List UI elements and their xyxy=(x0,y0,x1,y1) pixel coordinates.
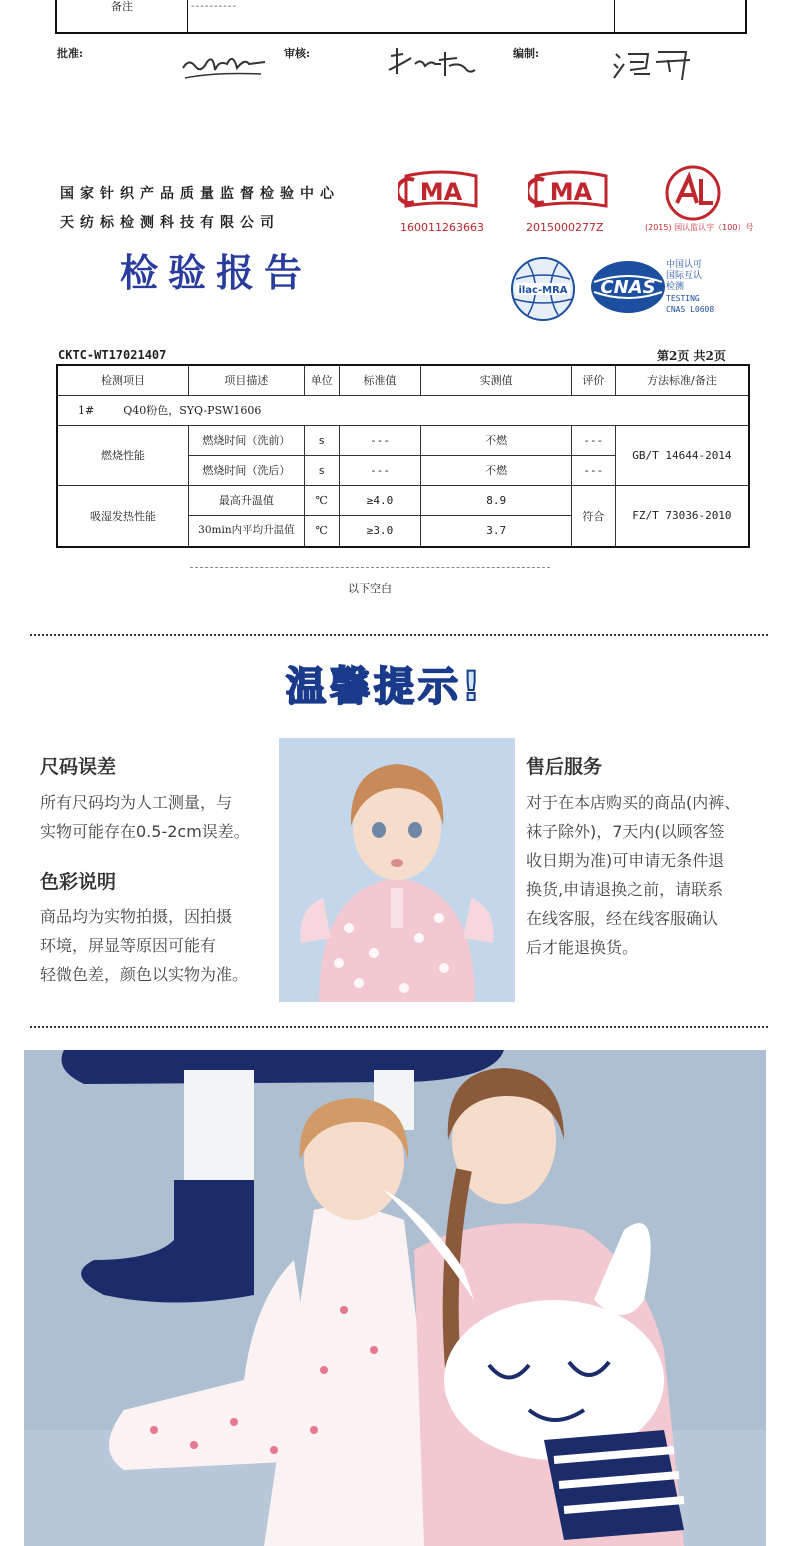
size-heading: 尺码误差 xyxy=(40,756,117,778)
prepare-signature xyxy=(610,40,695,88)
org-name-1: 国家针织产品质量监督检验中心 xyxy=(60,186,340,202)
header-value: 实测值 xyxy=(421,365,572,395)
size-text xyxy=(40,788,250,846)
report-code: CKTC-WT17021407 xyxy=(58,348,167,362)
heat-method: FZ/T 73036-2010 xyxy=(615,485,749,547)
header-unit: 单位 xyxy=(304,365,339,395)
service-line-3: 收日期为准)可申请无条件退 xyxy=(526,851,725,870)
header-desc: 项目描述 xyxy=(189,365,305,395)
color-heading: 色彩说明 xyxy=(40,871,117,893)
service-line-2: 袜子除外)，7天内(以顾客签 xyxy=(526,822,725,841)
cnas-cn-3: 检测 xyxy=(666,282,685,292)
heat-desc-2: 30min内平均升温值 xyxy=(189,515,305,547)
heat-std-1: ≥4.0 xyxy=(339,485,421,515)
cma-logo-1 xyxy=(398,170,484,220)
end-divider xyxy=(190,567,550,568)
size-line-2: 实物可能存在0.5-2cm误差。 xyxy=(40,822,250,841)
dotted-divider-2 xyxy=(30,1026,768,1028)
page-indicator: 第2页 共2页 xyxy=(657,349,726,363)
report-table xyxy=(56,364,750,548)
approve-signature xyxy=(175,40,275,88)
color-line-2: 环境，屏显等原因可能有 xyxy=(40,936,217,955)
tips-title: 温馨提示! xyxy=(286,664,485,710)
burn-unit-2: s xyxy=(304,455,339,485)
cnas-en-1: TESTING xyxy=(666,294,700,303)
burn-std-1: --- xyxy=(339,425,421,455)
service-line-4: 换货,申请退换之前，请联系 xyxy=(526,880,724,899)
report-title: 检验报告 xyxy=(120,250,313,295)
cnas-cn-2: 国际互认 xyxy=(666,271,703,281)
header-item: 检测项目 xyxy=(57,365,189,395)
sample-row xyxy=(57,395,749,425)
burn-value-1: 不燃 xyxy=(421,425,572,455)
color-text xyxy=(40,902,248,989)
cnas-cn-1: 中国认可 xyxy=(666,260,703,270)
cma-number-1: 160011263663 xyxy=(400,221,484,234)
sample-no: 1# xyxy=(78,404,95,417)
service-text xyxy=(526,788,740,962)
svg-text:MA: MA xyxy=(549,178,593,206)
color-line-3: 轻微色差，颜色以实物为准。 xyxy=(40,965,249,984)
org-name-2: 天纺标检测科技有限公司 xyxy=(60,215,280,231)
heat-item: 吸湿发热性能 xyxy=(57,485,189,547)
remark-value: ---------- xyxy=(191,1,238,12)
cal-logo xyxy=(655,163,731,223)
review-signature xyxy=(385,40,480,88)
header-method: 方法标准/备注 xyxy=(615,365,749,395)
burn-std-2: --- xyxy=(339,455,421,485)
child-photo xyxy=(279,738,515,1002)
cnas-logo xyxy=(588,258,668,316)
heat-value-1: 8.9 xyxy=(421,485,572,515)
burn-eval-1: --- xyxy=(571,425,615,455)
burn-eval-2: --- xyxy=(571,455,615,485)
sample-cell xyxy=(57,395,749,425)
burn-desc-1: 燃烧时间（洗前） xyxy=(189,425,305,455)
dotted-divider-1 xyxy=(30,634,768,636)
ilac-text: ilac-MRA xyxy=(518,285,568,296)
header-eval: 评价 xyxy=(571,365,615,395)
table-row xyxy=(57,485,749,515)
size-line-1: 所有尺码均为人工测量，与 xyxy=(40,793,233,812)
heat-unit-2: ℃ xyxy=(304,515,339,547)
heat-eval: 符合 xyxy=(571,485,615,547)
cma-number-2: 2015000277Z xyxy=(526,221,604,234)
table-row xyxy=(57,425,749,455)
remark-label: 备注 xyxy=(57,0,188,32)
table-divider xyxy=(614,0,615,32)
table-header-row xyxy=(57,365,749,395)
remark-table-fragment xyxy=(55,0,747,34)
heat-value-2: 3.7 xyxy=(421,515,572,547)
burn-method: GB/T 14644-2014 xyxy=(615,425,749,485)
cma-logo-2 xyxy=(528,170,614,220)
review-label: 审核: xyxy=(284,47,311,60)
burn-unit-1: s xyxy=(304,425,339,455)
burn-desc-2: 燃烧时间（洗后） xyxy=(189,455,305,485)
blank-note: 以下空白 xyxy=(348,582,392,595)
heat-std-2: ≥3.0 xyxy=(339,515,421,547)
cal-caption: (2015) 国认监认字（100）号 xyxy=(645,223,754,232)
sample-desc: Q40粉色，SYQ-PSW1606 xyxy=(123,404,262,417)
kids-pajama-photo xyxy=(24,1050,766,1546)
color-line-1: 商品均为实物拍摄，因拍摄 xyxy=(40,907,233,926)
cnas-en-2: CNAS L0608 xyxy=(666,305,715,314)
cnas-text: CNAS xyxy=(600,277,656,298)
approve-label: 批准: xyxy=(57,47,84,60)
service-heading: 售后服务 xyxy=(526,756,603,778)
header-std: 标准值 xyxy=(339,365,421,395)
svg-text:MA: MA xyxy=(419,178,463,206)
prepare-label: 编制: xyxy=(513,47,540,60)
heat-desc-1: 最高升温值 xyxy=(189,485,305,515)
service-line-6: 后才能退换货。 xyxy=(526,938,639,957)
ilac-mra-logo xyxy=(508,255,578,323)
heat-unit-1: ℃ xyxy=(304,485,339,515)
burn-value-2: 不燃 xyxy=(421,455,572,485)
service-line-5: 在线客服，经在线客服确认 xyxy=(526,909,719,928)
service-line-1: 对于在本店购买的商品(内裤、 xyxy=(526,793,741,812)
cnas-caption xyxy=(666,260,714,315)
burn-item: 燃烧性能 xyxy=(57,425,189,485)
